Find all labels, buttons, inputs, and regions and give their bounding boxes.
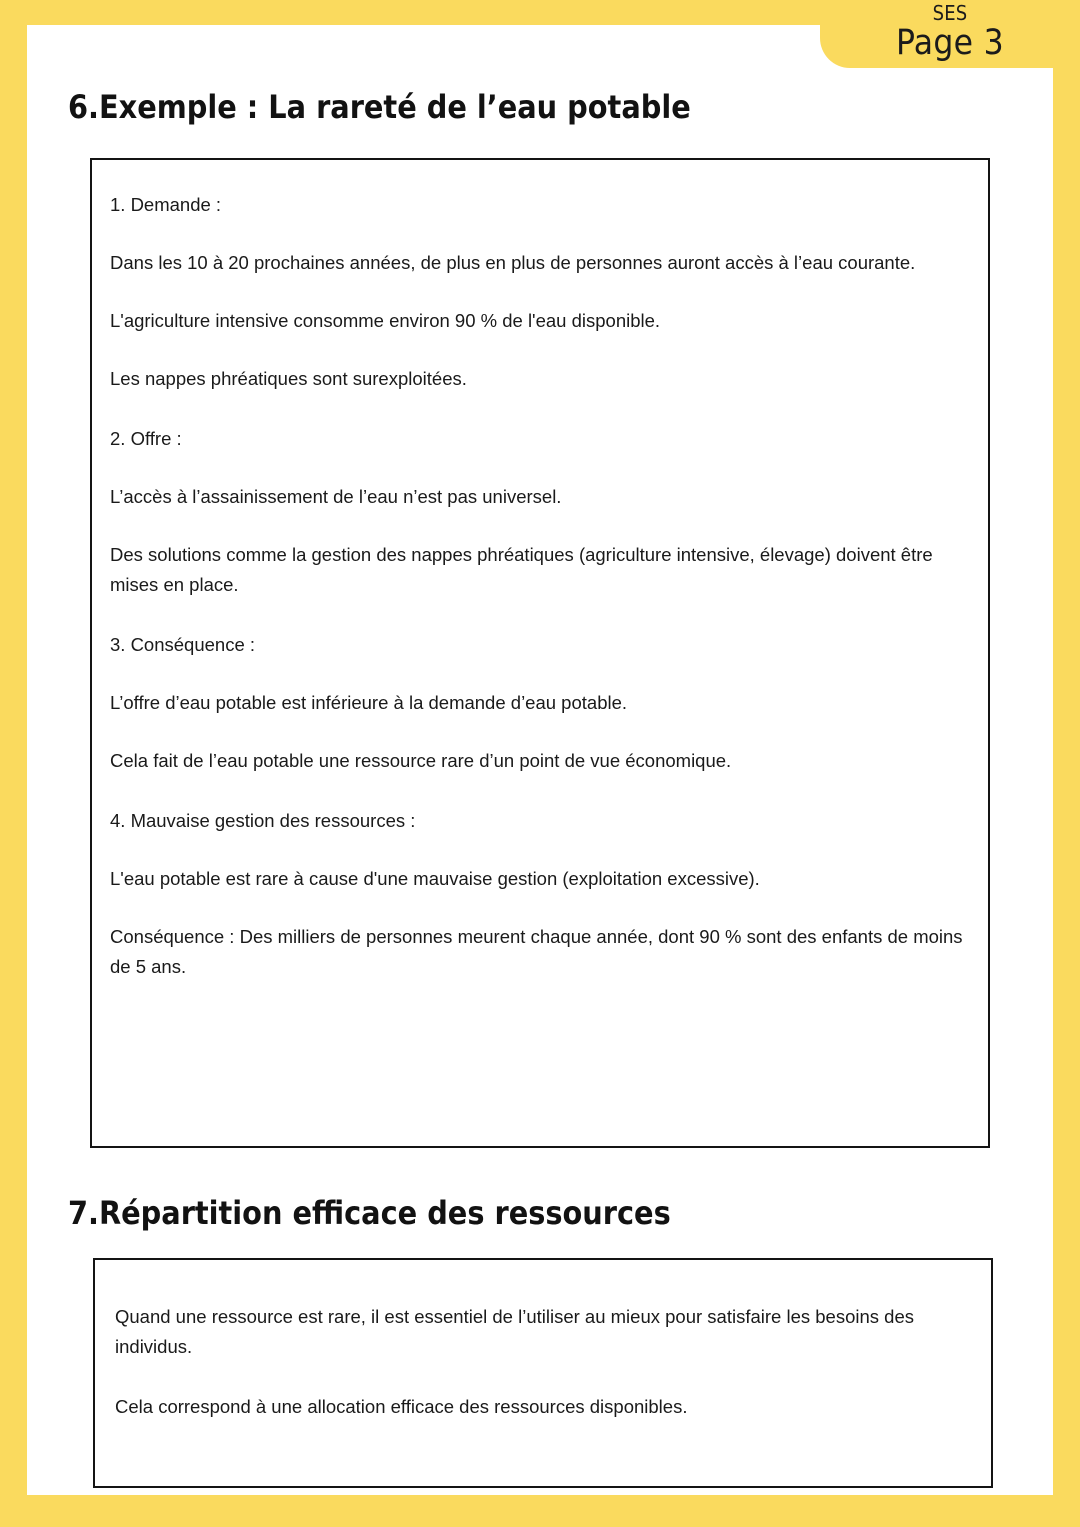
paragraph-consequence-1: L’offre d’eau potable est inférieure à la demande d’eau potable. <box>110 692 628 713</box>
example-content-box <box>90 158 990 1148</box>
group-offre <box>110 424 970 600</box>
paragraph-mauvaise-gestion-2: Conséquence : Des milliers de personnes meurent chaque année, dont 90 % sont des enfants de moins de 5 ans. <box>110 926 963 977</box>
paragraph-repartition-1: Quand une ressource est rare, il est essentiel de l’utiliser au mieux pour satisfaire les besoins des individus. <box>115 1306 914 1357</box>
paragraph-demande-2: L'agriculture intensive consomme environ 90 % de l'eau disponible. <box>110 310 661 331</box>
group-label-demande: 1. Demande : <box>110 194 222 215</box>
group-label-mauvaise-gestion: 4. Mauvaise gestion des ressources : <box>110 810 416 831</box>
section-heading-7: 7.Répartition efficace des ressources <box>68 1194 671 1232</box>
paragraph-consequence-2: Cela fait de l’eau potable une ressource rare d’un point de vue économique. <box>110 750 732 771</box>
page-number-title: Page 3 <box>896 23 1004 63</box>
paragraph-demande-1: Dans les 10 à 20 prochaines années, de plus en plus de personnes auront accès à l’eau courante. <box>110 252 916 273</box>
header-subject-label: SES <box>932 1 968 25</box>
paragraph-demande-3: Les nappes phréatiques sont surexploitées. <box>110 368 467 389</box>
group-label-consequence: 3. Conséquence : <box>110 634 256 655</box>
group-label-offre: 2. Offre : <box>110 428 182 449</box>
page-header-banner <box>820 0 1080 68</box>
paragraph-repartition-2: Cela correspond à une allocation efficace des ressources disponibles. <box>115 1396 688 1417</box>
group-demande <box>110 190 970 394</box>
paragraph-offre-2: Des solutions comme la gestion des nappes phréatiques (agriculture intensive, élevage) doivent être mises en place. <box>110 544 933 595</box>
repartition-content-box <box>93 1258 993 1488</box>
section-heading-6: 6.Exemple : La rareté de l’eau potable <box>68 88 691 126</box>
group-consequence <box>110 630 970 776</box>
paragraph-mauvaise-gestion-1: L'eau potable est rare à cause d'une mauvaise gestion (exploitation excessive). <box>110 868 760 889</box>
group-mauvaise-gestion <box>110 806 970 982</box>
page-content <box>27 25 1053 1495</box>
paragraph-offre-1: L’accès à l’assainissement de l’eau n’est pas universel. <box>110 486 562 507</box>
